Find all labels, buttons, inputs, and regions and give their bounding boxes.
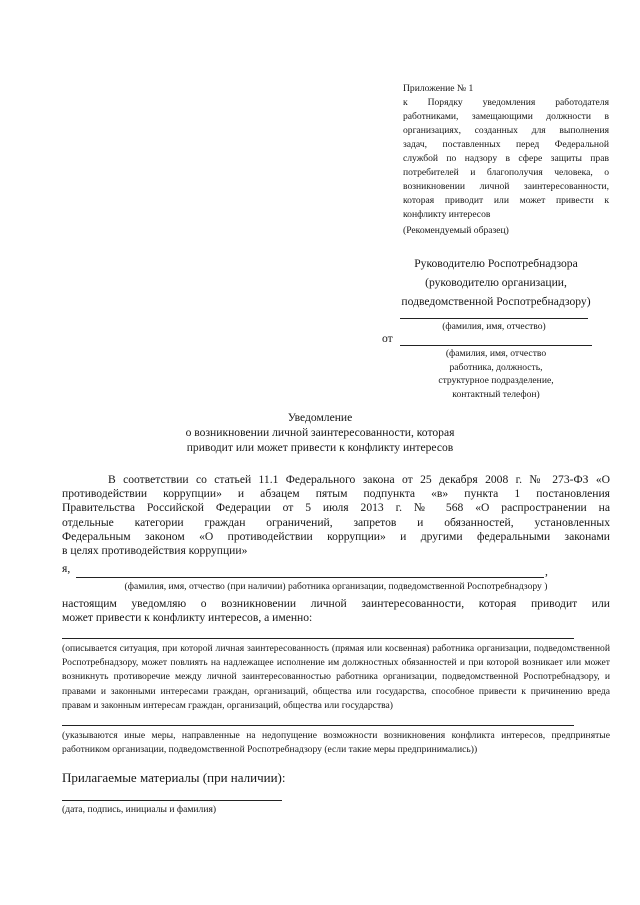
notify-line: настоящим уведомляю о возникновении личной заинтересованности, которая приводит или (62, 597, 610, 610)
fio-hint: (фамилия, имя, отчество) (442, 321, 546, 332)
annex-line: к Порядку уведомления работодателя (403, 97, 609, 108)
paragraph-line: отдельные категории граждан ограничений, запретов и обязанностей, установленных (62, 515, 610, 529)
notify-line: может привести к конфликту интересов, а именно: (62, 611, 313, 625)
paragraph-line: противодействии коррупции» и абзацем пятым подпункта «в» пункта 1 постановления (62, 487, 610, 501)
paragraph-line: Правительства Российской Федерации от 5 июля 2013 г. № 568 «О распространении на (62, 501, 610, 515)
sample-label: (Рекомендуемый образец) (403, 225, 509, 236)
situation-blank-line[interactable] (62, 638, 574, 639)
situation-hint: (описывается ситуация, при которой личная заинтересованность (прямая или косвенная) работника организации, подведомственной Роспотребнадзору, может повлиять на надлежащее исполнение им должностных обязанностей и при которой возникает или может возникнуть противоречие между личной заинтересованностью работника организации, подведомственной Роспотребнадзору, и правами и законными интересами граждан, организаций, общества или государства, способное привести к причинению вреда правам и законным интересам граждан, организаций, общества или государства) (62, 643, 610, 711)
from-blank-line[interactable] (400, 345, 592, 346)
annex-line: конфликту интересов (403, 209, 491, 220)
addressee-line: Руководителю Роспотребнадзора (414, 257, 578, 270)
ya-hint: (фамилия, имя, отчество (при наличии) работника организации, подведомственной Роспотребнадзору ) (124, 581, 548, 592)
annex-line: задач, поставленных перед Федеральной (403, 139, 609, 150)
paragraph-line: Федеральным законом «О противодействии коррупции» и другими федеральными законами (62, 529, 610, 543)
annex-line: потребителей и благополучия человека, о (403, 167, 609, 178)
addressee-line: (руководителю организации, (425, 276, 567, 289)
notice-title-block (160, 410, 480, 455)
notify-sentence (62, 597, 610, 625)
measures-hint: (указываются иные меры, направленные на недопущение возможности возникновения конфликта интересов, предпринятые работником организации, подведомственной Роспотребнадзору (если такие меры предпринимались)) (62, 730, 610, 756)
annex-line: службой по надзору в сфере защиты прав (403, 153, 609, 164)
annex-line: возникновении личной заинтересованности, (403, 181, 609, 192)
ya-comma: , (545, 565, 548, 578)
fio-blank-line[interactable] (400, 318, 588, 319)
measures-blank-line[interactable] (62, 725, 574, 726)
signature-blank-line[interactable] (62, 800, 282, 801)
ya-blank-line[interactable] (76, 577, 544, 578)
legal-basis-paragraph (62, 473, 610, 558)
ya-label: я, (62, 562, 71, 575)
notice-subtitle: приводит или может привести к конфликту интересов (186, 441, 454, 454)
signature-hint: (дата, подпись, инициалы и фамилия) (62, 804, 217, 815)
from-label: от (382, 332, 393, 345)
annex-block (403, 82, 609, 222)
paragraph-line: в целях противодействия коррупции» (62, 544, 248, 558)
annex-line: которая приводит или может привести к (403, 195, 609, 206)
annex-title: Приложение № 1 (403, 83, 474, 94)
annex-line: работниками, замещающими должности в (403, 111, 609, 122)
addressee-line: подведомственной Роспотребнадзору) (401, 295, 591, 308)
from-hint: (фамилия, имя, отчество работника, должность, структурное подразделение, контактный телефон) (438, 348, 554, 400)
paragraph-line: В соответствии со статьей 11.1 Федерального закона от 25 декабря 2008 г. № 273-ФЗ «О (108, 473, 610, 486)
addressee-block (381, 254, 611, 311)
attachments-label: Прилагаемые материалы (при наличии): (62, 770, 286, 785)
annex-line: организациях, созданных для выполнения (403, 125, 609, 136)
notice-title: Уведомление (287, 411, 353, 424)
notice-subtitle: о возникновении личной заинтересованности, которая (185, 426, 455, 439)
